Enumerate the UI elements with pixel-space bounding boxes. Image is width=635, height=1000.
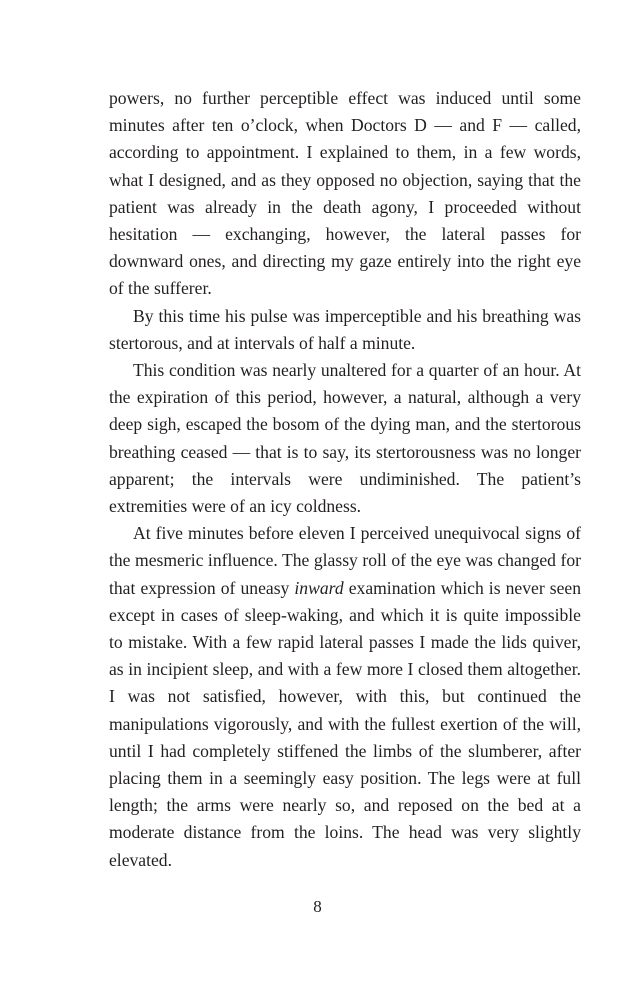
page-number: 8 <box>313 897 322 916</box>
paragraph-condition: This condition was nearly unaltered for a quarter of an hour. At the expiration of this period, however, a natural, although a very deep sigh, escaped the bosom of the dying man, and the stertorous breathing ceased — that is to say, its stertorousness was no longer apparent; the intervals were undiminished. The patient’s extremities were of an icy coldness. <box>109 360 581 517</box>
paragraph-continuation: powers, no further perceptible effect was induced until some minutes after ten o’clock, when Doctors D — and F — called, according to appointment. I explained to them, in a few words, what I designed, and as they opposed no objection, saying that the patient was already in the death agony, I proceeded without hesitation — exchanging, however, the lateral passes for downward ones, and directing my gaze entirely into the right eye of the sufferer. <box>109 88 581 299</box>
emphasized-word: inward <box>294 577 344 598</box>
body-text <box>109 85 581 874</box>
paragraph-pulse: By this time his pulse was imperceptible and his breathing was stertorous, and at intervals of half a minute. <box>109 305 581 353</box>
paragraph-mesmeric-influence <box>109 520 581 874</box>
paragraph-text-after: examination which is never seen except in cases of sleep-waking, and which it is quite impossible to mistake. With a few rapid lateral passes I made the lids quiver, as in incipient sleep, and with a few more I closed them altogether. I was not satisfied, however, with this, but continued the manipulations vigorously, and with the fullest exertion of the will, until I had completely stiffened the limbs of the slumberer, after placing them in a seemingly easy position. The legs were at full length; the arms were nearly so, and reposed on the bed at a moderate distance from the loins. The head was very slightly elevated. <box>109 577 582 870</box>
paragraph-text-before: At five minutes before eleven I perceived unequivocal signs of the mesmeric influence. The glassy roll of the eye was changed for that expression of uneasy <box>109 523 581 598</box>
